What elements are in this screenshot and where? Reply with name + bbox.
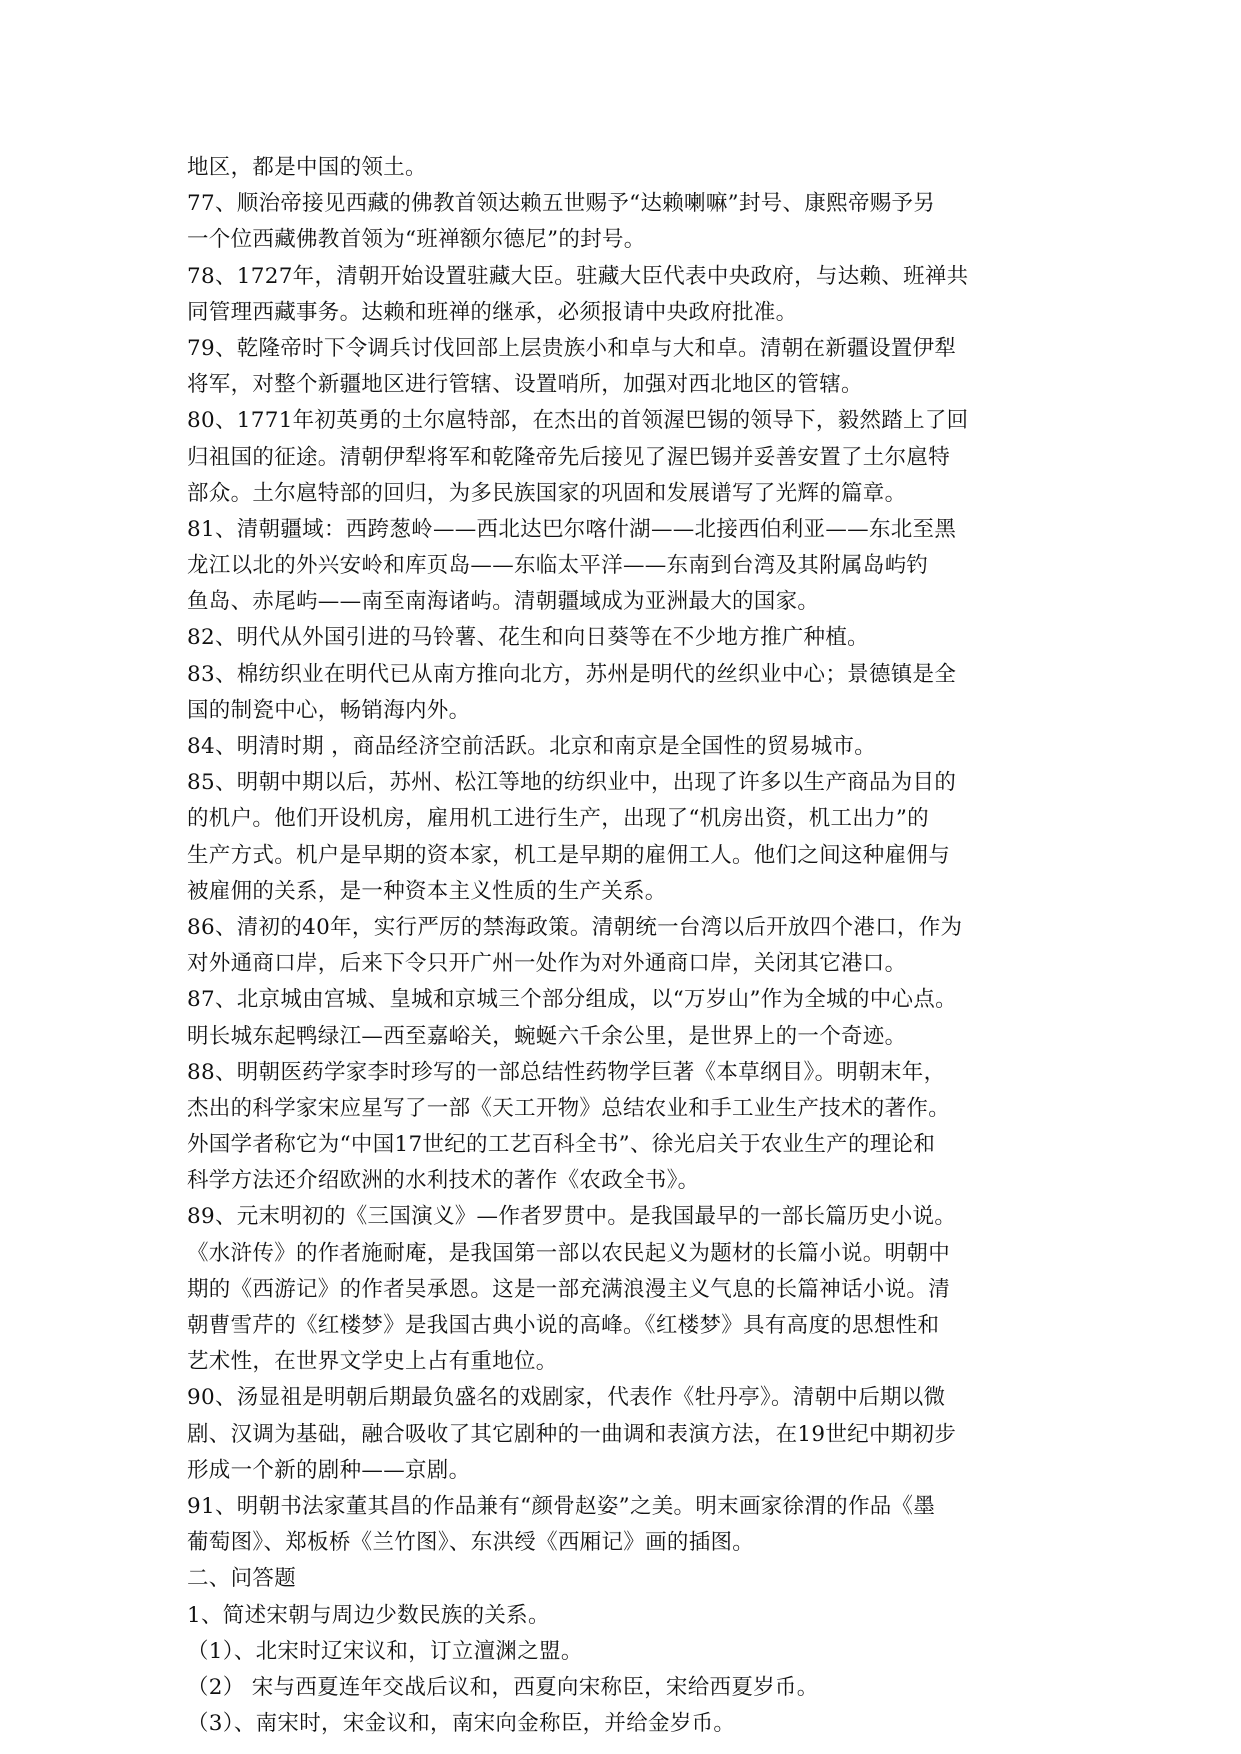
text-line: 80、1771年初英勇的土尔扈特部，在杰出的首领渥巴锡的领导下，毅然踏上了回	[187, 408, 969, 434]
question-title: 1、简述宋朝与周边少数民族的关系。	[187, 1602, 550, 1628]
text-line: 地区，都是中国的领土。	[187, 155, 427, 180]
text-line: 79、乾隆帝时下令调兵讨伐回部上层贵族小和卓与大和卓。清朝在新疆设置伊犁	[187, 335, 957, 361]
section-heading: 二、问答题	[187, 1566, 297, 1592]
text-line: 外国学者称它为“中国17世纪的工艺百科全书”、徐光启关于农业生产的理论和	[187, 1132, 936, 1158]
text-line: 89、元末明初的《三国演义》—作者罗贯中。是我国最早的一部长篇历史小说。	[187, 1204, 957, 1230]
text-line: 杰出的科学家宋应星写了一部《天工开物》总结农业和手工业生产技术的著作。	[187, 1095, 951, 1121]
text-line: 归祖国的征途。清朝伊犁将军和乾隆帝先后接见了渥巴锡并妥善安置了土尔扈特	[187, 444, 951, 470]
text-line: 国的制瓷中心，畅销海内外。	[187, 697, 471, 723]
text-line: 的机户。他们开设机房，雇用机工进行生产，出现了“机房出资，机工出力”的	[187, 806, 929, 832]
text-line: 90、汤显祖是明朝后期最负盛名的戏剧家，代表作《牡丹亭》。清朝中后期以微	[187, 1385, 946, 1411]
text-line: 艺术性，在世界文学史上占有重地位。	[187, 1349, 558, 1375]
text-line: 同管理西藏事务。达赖和班禅的继承，必须报请中央政府批准。	[187, 299, 798, 325]
text-line: 形成一个新的剧种——京剧。	[187, 1457, 471, 1483]
text-line: 一个位西藏佛教首领为“班禅额尔德尼”的封号。	[187, 227, 646, 253]
answer-item: （3）、南宋时，宋金议和，南宋向金称臣，并给金岁币。	[187, 1711, 736, 1737]
text-line: 《水浒传》的作者施耐庵，是我国第一部以农民起义为题材的长篇小说。明朝中	[187, 1240, 951, 1266]
text-line: 将军，对整个新疆地区进行管辖、设置哨所，加强对西北地区的管辖。	[187, 372, 863, 398]
text-line: 87、北京城由宫城、皇城和京城三个部分组成，以“万岁山”作为全城的中心点。	[187, 987, 957, 1013]
text-line: 朝曹雪芹的《红楼梦》是我国古典小说的高峰。《红楼梦》具有高度的思想性和	[187, 1313, 940, 1338]
text-line: 生产方式。机户是早期的资本家，机工是早期的雇佣工人。他们之间这种雇佣与	[187, 842, 951, 868]
text-line: 91、明朝书法家董其昌的作品兼有“颜骨赵姿”之美。明末画家徐渭的作品《墨	[187, 1493, 936, 1519]
text-line: 科学方法还介绍欧洲的水利技术的著作《农政全书》。	[187, 1168, 700, 1194]
text-line: 78、1727年，清朝开始设置驻藏大臣。驻藏大臣代表中央政府，与达赖、班禅共	[187, 263, 969, 289]
text-line: 期的《西游记》的作者吴承恩。这是一部充满浪漫主义气息的长篇神话小说。清	[187, 1276, 951, 1302]
text-line: 部众。土尔扈特部的回归，为多民族国家的巩固和发展谱写了光辉的篇章。	[187, 480, 907, 506]
text-line: 84、明清时期 ，商品经济空前活跃。北京和南京是全国性的贸易城市。	[187, 734, 877, 759]
text-line: 明长城东起鸭绿江—西至嘉峪关，蜿蜒六千余公里，是世界上的一个奇迹。	[187, 1023, 907, 1049]
answer-item: （2） 宋与西夏连年交战后议和，西夏向宋称臣，宋给西夏岁币。	[187, 1674, 819, 1700]
text-line: 77、顺治帝接见西藏的佛教首领达赖五世赐予“达赖喇嘛”封号、康熙帝赐予另	[187, 191, 936, 217]
text-line: 82、明代从外国引进的马铃薯、花生和向日葵等在不少地方推广种植。	[187, 625, 869, 651]
text-line: 龙江以北的外兴安岭和库页岛——东临太平洋——东南到台湾及其附属岛屿钓	[187, 553, 929, 579]
text-line: 85、明朝中期以后，苏州、松江等地的纺织业中，出现了许多以生产商品为目的	[187, 770, 957, 796]
text-line: 88、明朝医药学家李时珍写的一部总结性药物学巨著《本草纲目》。明朝末年，	[187, 1059, 946, 1085]
answer-item: （1）、北宋时辽宋议和，订立澶渊之盟。	[187, 1638, 583, 1664]
text-line: 剧、汉调为基础，融合吸收了其它剧种的一曲调和表演方法，在19世纪中期初步	[187, 1421, 957, 1447]
text-line: 对外通商口岸，后来下令只开广州一处作为对外通商口岸，关闭其它港口。	[187, 951, 907, 977]
text-line: 81、清朝疆域：西跨葱岭——西北达巴尔喀什湖——北接西伯利亚——东北至黑	[187, 516, 957, 542]
text-line: 86、清初的40年，实行严厉的禁海政策。清朝统一台湾以后开放四个港口，作为	[187, 914, 963, 940]
text-line: 被雇佣的关系，是一种资本主义性质的生产关系。	[187, 878, 667, 904]
text-line: 鱼岛、赤尾屿——南至南海诸屿。清朝疆域成为亚洲最大的国家。	[187, 589, 820, 615]
document-page	[187, 150, 1077, 1742]
text-line: 葡萄图》、郑板桥《兰竹图》、东洪绶《西厢记》画的插图。	[187, 1530, 755, 1556]
text-line: 83、棉纺织业在明代已从南方推向北方，苏州是明代的丝织业中心；景德镇是全	[187, 661, 957, 687]
